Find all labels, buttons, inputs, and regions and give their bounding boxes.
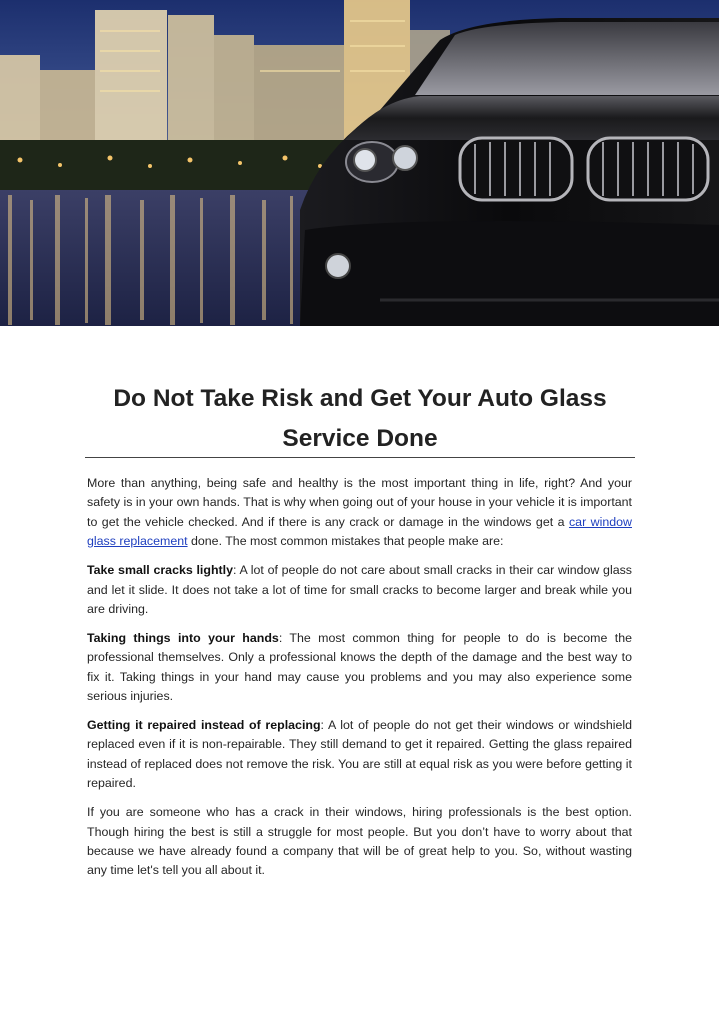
mistake-heading-2: Taking things into your hands xyxy=(87,630,279,645)
mistake-text-2: : The most common thing for people to do is become the professional themselves. Only a professional knows the depth of the damage and the best way to fix it. Taking things in your hand may cause you problems and you may also experience some serious injuries. xyxy=(87,630,632,704)
mistake-heading-1: Take small cracks lightly xyxy=(87,563,233,578)
article-title-line2: Service Done xyxy=(282,425,438,452)
article-title xyxy=(85,379,635,459)
mistake-paragraph-1 xyxy=(87,561,632,619)
intro-text-after-link: done. The most common mistakes that people make are: xyxy=(187,534,504,549)
closing-paragraph: If you are someone who has a crack in their windows, hiring professionals is the best option. Though hiring the best is still a struggle for most people. But you don’t have to worry about that because we have already found a company that will be of great help to you. So, without wasting any time let's tell you all about it. xyxy=(87,805,632,878)
mistake-heading-3: Getting it repaired instead of replacing xyxy=(87,717,321,732)
mistake-paragraph-3 xyxy=(87,716,632,794)
title-divider xyxy=(85,457,635,458)
mistake-text-3: : A lot of people do not get their windows or windshield replaced even if it is non-repairable. They still demand to get it repaired. Getting the glass repaired instead of replaced does not remove the risk. You are still at equal risk as you were before getting it repaired. xyxy=(87,717,633,791)
car-window-glass-replacement-link[interactable]: car window glass replacement xyxy=(87,514,632,549)
article-body xyxy=(87,474,632,890)
mistake-text-1: : A lot of people do not care about small cracks in their car window glass and let it slide. It does not take a lot of time for small cracks to become larger and break while you are driving. xyxy=(87,563,632,616)
hero-image xyxy=(0,0,719,326)
car-city-night-illustration xyxy=(0,0,719,326)
intro-text-before-link: More than anything, being safe and healthy is the most important thing in life, right? And your safety is in your own hands. That is why when going out of your house in your vehicle it is important to get the vehicle checked. And if there is any crack or damage in the windows get a xyxy=(87,476,632,529)
article-title-line1: Do Not Take Risk and Get Your Auto Glass xyxy=(113,385,607,412)
intro-paragraph xyxy=(87,474,632,552)
mistake-paragraph-2 xyxy=(87,629,632,707)
